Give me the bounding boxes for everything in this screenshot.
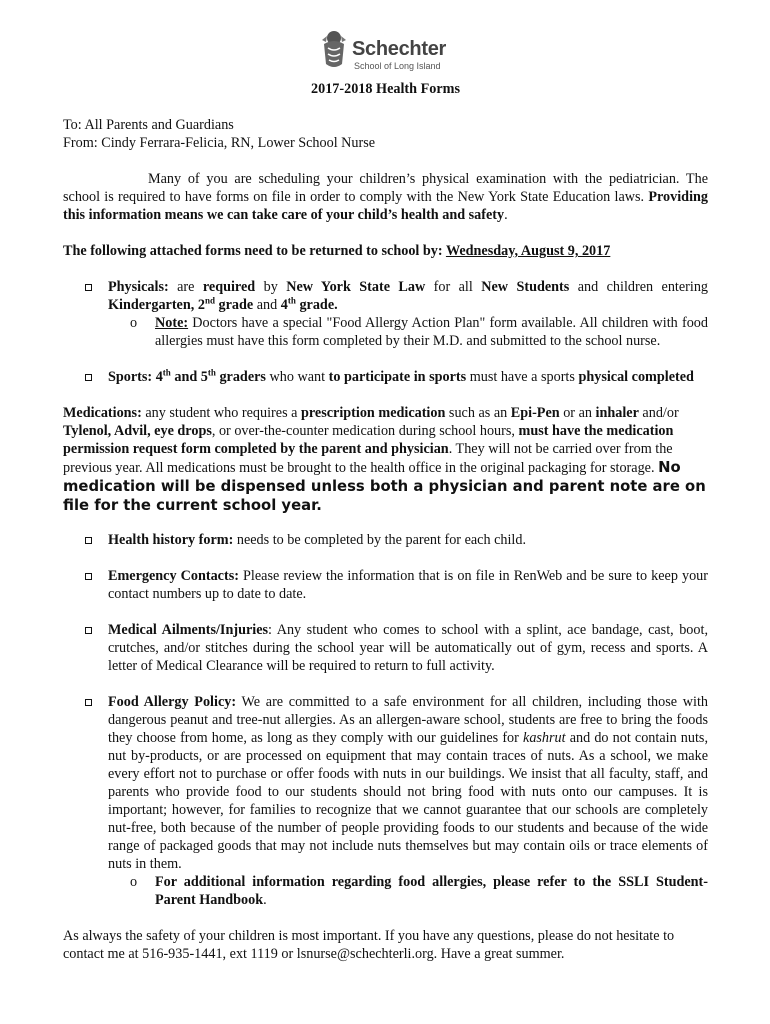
superscript: nd [204,295,215,306]
text-bold: Kindergarten, 2 [108,297,205,313]
note-text: Doctors have a special "Food Allergy Action Plan" form available. All children with food allergies must have this form completed by their M.D. and submitted to the school nurse. [155,315,708,349]
list-item-food-allergy [63,693,708,873]
superscript: th [287,295,296,306]
text: . They will not be carried over from the previous year. All medications must be brought to the health office in the original packaging for storage. [63,441,673,476]
text-bold: grade [214,297,254,313]
superscript: th [162,367,171,378]
text-bold: to participate in sports [328,369,467,385]
text: . [263,892,267,908]
text: Please review the information that is on file in RenWeb and be sure to keep your contact numbers up to date to date. [108,568,709,602]
circle-bullet-icon: o [130,874,138,890]
logo-subtitle: School of Long Island [354,61,441,71]
list-item-physicals [63,278,708,314]
to-line: To: All Parents and Guardians [63,117,234,133]
text-bold: physical completed [578,369,694,385]
health-history-label: Health history form: [108,532,234,548]
text: and do not contain nuts, nut by-products, or are processed on equipment that may contain traces of nuts. As a school, we make every effort not to purchase or offer foods with nuts in our buildings. We insist that all faculty, staff, and parents who provide food to our students should not bring food with nuts onto our campuses. It is important; however, for families to recognize that we cannot guarantee that our schools are completely nut-free, both because of the number of people providing foods to our students and because of the wide range of packaged goods that may not include nuts themselves but may contain oils or trace elements of nuts in them. [108,730,708,872]
text-italic: kashrut [523,730,566,746]
checkbox-bullet-icon [85,374,92,381]
intro-bold: Providing this information means we can take care of your child’s health and safety [63,189,708,223]
intro-end: . [504,207,508,223]
text-bold: Tylenol, Advil, eye drops [63,423,212,439]
emergency-label: Emergency Contacts: [108,568,239,584]
lion-emblem-icon [318,28,350,72]
superscript: th [207,367,216,378]
text: : Any student who comes to school with a splint, ace bandage, cast, boot, crutches, and/or stitches during the school year will be automatically out of gym, recess and sports. A letter of Medical Clearance will be required to return to full activity. [108,622,708,674]
text-bold: 4 [280,297,288,313]
closing-paragraph: As always the safety of your children is most important. If you have any questions, please do not hesitate to contact me at 516-935-1441, ext 1119 or lsnurse@schechterli.org. Have a great summer. [63,928,675,962]
from-line: From: Cindy Ferrara-Felicia, RN, Lower School Nurse [63,135,376,151]
medications-label: Medications: [63,405,142,421]
text: and [253,297,281,313]
page-title: 2017-2018 Health Forms [311,81,460,97]
list-item-health-history [63,531,708,549]
text: needs to be completed by the parent for each child. [233,532,527,548]
text: are [168,279,203,295]
text: for all [425,279,482,295]
deadline-date: Wednesday, August 9, 2017 [445,243,611,259]
text: , or over-the-counter medication during school hours, [211,423,519,439]
text-bold: and 5 [170,369,208,385]
list-item-medical-ailments [63,621,708,675]
text: any student who requires a [141,405,301,421]
checkbox-bullet-icon [85,573,92,580]
medication-warning: No medication will be dispensed unless both a physician and parent note are on file for the current school year. [63,459,706,514]
more-forms-list [63,531,708,909]
allergy-label: Food Allergy Policy: [108,694,237,710]
checkbox-bullet-icon [85,699,92,706]
text: We are committed to a safe environment for all children, including those with dangerous peanut and tree-nut allergies. As an allergen-aware school, students are free to bring the foods they choose from home, as long as they comply with our guidelines for [108,694,708,746]
text: must have a sports [466,369,579,385]
text: who want [265,369,329,385]
logo-name: Schechter [352,38,447,60]
checkbox-bullet-icon [85,627,92,634]
text-bold: Epi-Pen [510,405,560,421]
circle-bullet-icon: o [130,315,138,331]
text: by [255,279,287,295]
text-bold: inhaler [595,405,639,421]
text-bold: New Students [481,279,570,295]
checkbox-bullet-icon [85,284,92,291]
text-bold: must have the medication permission request form completed by the parent and physician [63,423,674,457]
text: and/or [638,405,679,421]
handbook-reference: For additional information regarding food allergies, please refer to the SSLI Student-Parent Handbook [155,874,708,908]
note-label: Note: [155,315,189,331]
deadline-line [63,242,708,260]
physicals-note [63,314,708,350]
document-body [63,80,708,963]
ailments-label: Medical Ailments/Injuries [108,622,269,638]
text-bold: grade. [295,297,338,313]
intro-text: Many of you are scheduling your children’s physical examination with the pediatrician. The school is required to have forms on file in order to comply with the New York State Education laws. [63,171,708,205]
checkbox-bullet-icon [85,537,92,544]
intro-paragraph [63,170,708,224]
medications-paragraph [63,404,708,515]
forms-list [63,278,708,386]
text-bold: required [202,279,256,295]
text-bold: prescription medication [301,405,446,421]
text: or an [559,405,596,421]
sports-label: Sports: 4 [108,369,163,385]
text-bold: graders [215,369,266,385]
school-logo [318,28,458,78]
physicals-label: Physicals: [108,279,169,295]
text: such as an [445,405,511,421]
allergy-note [63,873,708,909]
list-item-sports [63,368,708,386]
list-item-emergency-contacts [63,567,708,603]
text-bold: New York State Law [286,279,426,295]
deadline-text: The following attached forms need to be returned to school by: [63,243,443,259]
text: and children entering [569,279,709,295]
